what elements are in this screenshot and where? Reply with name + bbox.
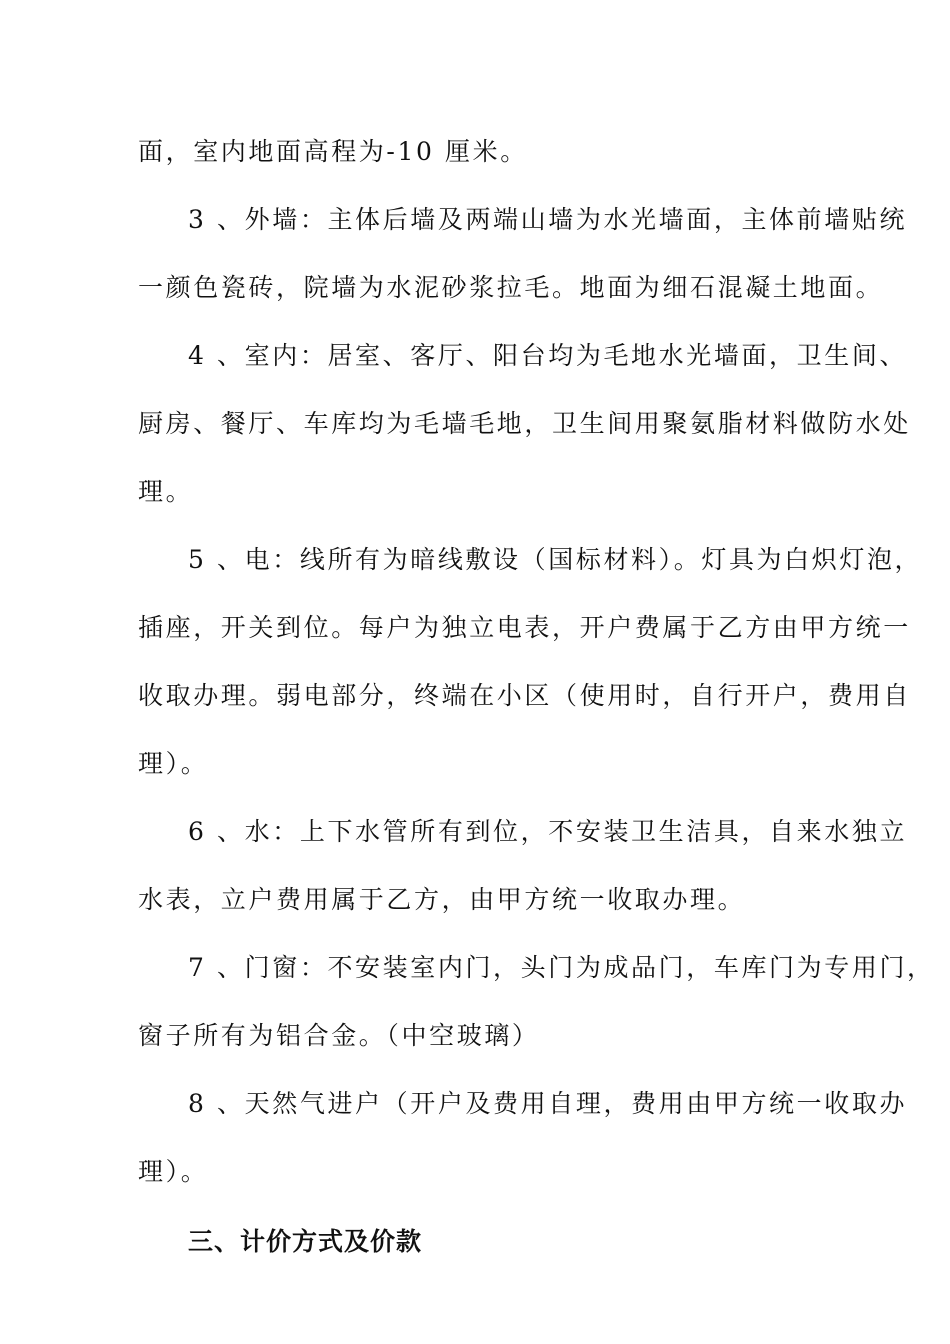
section-heading: 三、计价方式及价款 (188, 1227, 423, 1256)
paragraph-4-line-3: 理。 (138, 477, 194, 506)
paragraph-3-line-2: 一颜色瓷砖，院墙为水泥砂浆拉毛。地面为细石混凝土地面。 (138, 273, 884, 302)
paragraph-8-line-1: 8 、天然气进户（开户及费用自理，费用由甲方统一收取办 (188, 1089, 908, 1118)
paragraph-3-line-1: 3 、外墙：主体后墙及两端山墙为水光墙面，主体前墙贴统 (188, 205, 908, 234)
paragraph-5-line-1: 5 、电：线所有为暗线敷设（国标材料）。灯具为白炽灯泡， (188, 545, 923, 574)
paragraph-5-line-2: 插座，开关到位。每户为独立电表，开户费属于乙方由甲方统一 (138, 613, 911, 642)
paragraph-5-line-4: 理）。 (138, 749, 209, 778)
paragraph-4-line-1: 4 、室内：居室、客厅、阳台均为毛地水光墙面，卫生间、 (188, 341, 908, 370)
paragraph-6-line-2: 水表，立户费用属于乙方，由甲方统一收取办理。 (138, 885, 746, 914)
paragraph-4-line-2: 厨房、餐厅、车库均为毛墙毛地，卫生间用聚氨脂材料做防水处 (138, 409, 911, 438)
paragraph-6-line-1: 6 、水：上下水管所有到位，不安装卫生洁具，自来水独立 (188, 817, 908, 846)
paragraph-5-line-3: 收取办理。弱电部分，终端在小区（使用时，自行开户，费用自 (138, 681, 911, 710)
paragraph-7-line-1: 7 、门窗：不安装室内门，头门为成品门，车库门为专用门， (188, 953, 935, 982)
paragraph-8-line-2: 理）。 (138, 1157, 209, 1186)
paragraph-continuation-line-1: 面，室内地面高程为-10 厘米。 (138, 137, 528, 166)
paragraph-7-line-2: 窗子所有为铝合金。（中空玻璃） (138, 1021, 540, 1050)
